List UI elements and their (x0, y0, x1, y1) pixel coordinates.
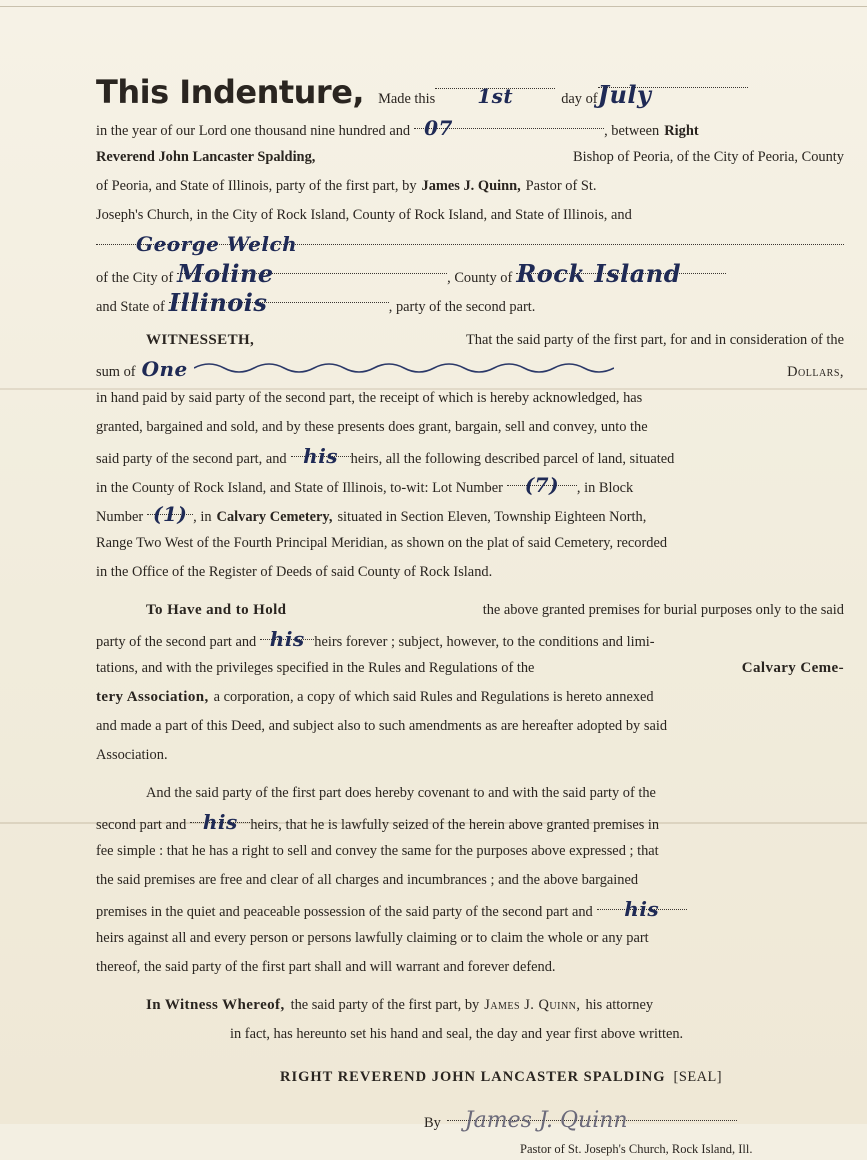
text-line (96, 924, 844, 953)
by-signature-line (96, 1106, 844, 1138)
text-line (96, 1020, 844, 1049)
attorney-name: James J. Quinn, (421, 178, 521, 194)
habendum-heading: To Have and to Hold (146, 602, 287, 618)
body-text: And the said party of the first part does hereby covenant to and with the said party of the (146, 785, 656, 801)
grantee-line (96, 230, 844, 259)
heirs-field (190, 808, 250, 834)
day-field (435, 74, 555, 108)
by-label: By (424, 1115, 441, 1131)
body-text: , in Block (576, 480, 634, 496)
block-handwritten: (1) (152, 502, 188, 526)
body-text: in fact, has hereunto set his hand and seal, the day and year first above written. (230, 1026, 684, 1042)
handwritten-signature: James J. Quinn (464, 1108, 628, 1133)
deed-body (96, 70, 844, 1160)
body-text: , party of the second part. (388, 299, 536, 315)
text-line (96, 529, 844, 558)
text-line (96, 779, 844, 808)
heirs-handwritten: his (624, 897, 660, 921)
text-line (96, 683, 844, 712)
body-text: Pastor of St. (525, 178, 597, 194)
signature-field (447, 1106, 737, 1133)
body-text: , between (604, 123, 660, 139)
text-line (96, 558, 844, 587)
association-name: tery Association, (96, 689, 209, 705)
text-line (96, 654, 844, 683)
text-line (96, 741, 844, 770)
text-line (96, 288, 844, 317)
association-name: Calvary Ceme- (741, 660, 844, 676)
body-text: of Peoria, and State of Illinois, party of the first part, by (96, 178, 417, 194)
pastor-line (96, 1138, 844, 1160)
body-text: heirs, all the following described parcel of land, situated (350, 451, 675, 467)
body-text: the above granted premises for burial purposes only to the said (482, 602, 844, 618)
county-field (516, 259, 726, 288)
block-field (147, 500, 193, 526)
text-line (96, 172, 844, 201)
body-text: Joseph's Church, in the City of Rock Island, County of Rock Island, and State of Illinois, and (96, 207, 632, 223)
lot-field (507, 471, 577, 497)
body-text: Range Two West of the Fourth Principal Meridian, as shown on the plat of said Cemetery, recorded (96, 535, 668, 551)
text-line (96, 837, 844, 866)
witness-heading: In Witness Whereof, (146, 997, 285, 1013)
sum-label: sum of (96, 364, 136, 380)
body-text: situated in Section Eleven, Township Eighteen North, (337, 509, 647, 525)
text-line (96, 384, 844, 413)
body-text: second part and (96, 817, 187, 833)
year-field (414, 114, 604, 140)
heirs-handwritten: his (269, 627, 305, 651)
body-text: heirs, that he is lawfully seized of the herein above granted premises in (250, 817, 660, 833)
text-line (96, 259, 844, 288)
body-text: said party of the second part, and (96, 451, 287, 467)
county-label: , County of (447, 270, 513, 286)
heirs-field (291, 442, 351, 468)
title-line (96, 70, 844, 114)
body-text: and made a part of this Deed, and subject also to such amendments as are hereafter adopted by said (96, 718, 668, 734)
month-handwritten: July (597, 80, 652, 109)
body-text: Number (96, 509, 144, 525)
text-line (96, 500, 844, 529)
grantee-handwritten: George Welch (136, 232, 298, 256)
text-line (96, 596, 844, 625)
state-field (168, 288, 389, 317)
body-text: in the Office of the Register of Deeds of said County of Rock Island. (96, 564, 493, 580)
grantor-name-part: Right (664, 123, 699, 139)
body-text: the said party of the first part, by (290, 997, 480, 1013)
text-line (96, 413, 844, 442)
body-text: heirs against all and every person or persons lawfully claiming or to claim the whole or any part (96, 930, 649, 946)
body-text: in the County of Rock Island, and State of Illinois, to-wit: Lot Number (96, 480, 503, 496)
body-text: in hand paid by said party of the second part, the receipt of which is hereby acknowledged, has (96, 390, 643, 406)
text-line (96, 895, 844, 924)
day-of-label: day of (561, 91, 598, 107)
cemetery-name: Calvary Cemetery, (216, 509, 333, 525)
body-text: fee simple : that he has a right to sell and convey the same for the purposes above expressed ; that (96, 843, 659, 859)
body-text: tations, and with the privileges specified in the Rules and Regulations of the (96, 660, 535, 676)
body-text: premises in the quiet and peaceable possession of the said party of the second part and (96, 904, 593, 920)
text-line (96, 201, 844, 230)
state-handwritten: Illinois (168, 288, 268, 317)
text-line (96, 143, 844, 172)
day-handwritten: 1st (477, 84, 514, 108)
county-handwritten: Rock Island (516, 259, 681, 288)
text-line (96, 953, 844, 982)
body-text: a corporation, a copy of which said Rules and Regulations is hereto annexed (213, 689, 654, 705)
text-line (96, 442, 844, 471)
month-field (597, 73, 748, 109)
text-line (96, 712, 844, 741)
body-text: his attorney (585, 997, 654, 1013)
text-line (96, 866, 844, 895)
text-line (96, 625, 844, 654)
lot-handwritten: (7) (524, 473, 560, 497)
body-text: Bishop of Peoria, of the City of Peoria, County (573, 149, 844, 165)
body-text: granted, bargained and sold, and by these presents does grant, bargain, sell and convey, unto the (96, 419, 648, 435)
body-text: in the year of our Lord one thousand nine hundred and (96, 123, 411, 139)
pastor-title: Pastor of St. Joseph's Church, Rock Island, Ill. (520, 1142, 753, 1156)
body-text: , in (193, 509, 212, 525)
body-text: thereof, the said party of the first part shall and will warrant and forever defend. (96, 959, 556, 975)
text-line (96, 326, 844, 355)
body-text: the said premises are free and clear of all charges and incumbrances ; and the above bargained (96, 872, 639, 888)
state-label: and State of (96, 299, 165, 315)
top-edge-line (0, 6, 867, 7)
grantee-field (96, 230, 844, 256)
city-label: of the City of (96, 270, 174, 286)
body-text: party of the second part and (96, 634, 257, 650)
text-line (96, 471, 844, 500)
body-text: That the said party of the first part, for and in consideration of the (465, 332, 844, 348)
body-text: heirs forever ; subject, however, to the conditions and limi- (314, 634, 655, 650)
heirs-handwritten: his (202, 810, 238, 834)
year-handwritten: 07 (424, 116, 453, 140)
city-handwritten: Moline (177, 259, 274, 288)
text-line (96, 114, 844, 143)
heirs-field (260, 625, 314, 651)
heirs-handwritten: his (303, 444, 339, 468)
grantor-signature-line (96, 1063, 844, 1092)
attorney-name: James J. Quinn, (484, 997, 581, 1013)
grantor-printed-name: RIGHT REVEREND JOHN LANCASTER SPALDING (280, 1069, 666, 1085)
sum-filler-line (194, 362, 787, 376)
heirs-field (597, 895, 687, 921)
sum-handwritten: One (141, 357, 188, 381)
deed-title: This Indenture, (96, 73, 365, 111)
text-line (96, 991, 844, 1020)
body-text: Association. (96, 747, 168, 763)
city-field (177, 259, 447, 288)
grantor-name: Reverend John Lancaster Spalding, (96, 149, 316, 165)
dollars-label: Dollars, (787, 364, 844, 380)
seal-label: [SEAL] (673, 1069, 723, 1085)
text-line (96, 808, 844, 837)
witnesseth-heading: WITNESSETH, (146, 332, 255, 348)
text-line (96, 355, 844, 384)
made-this-label: Made this (378, 91, 436, 107)
